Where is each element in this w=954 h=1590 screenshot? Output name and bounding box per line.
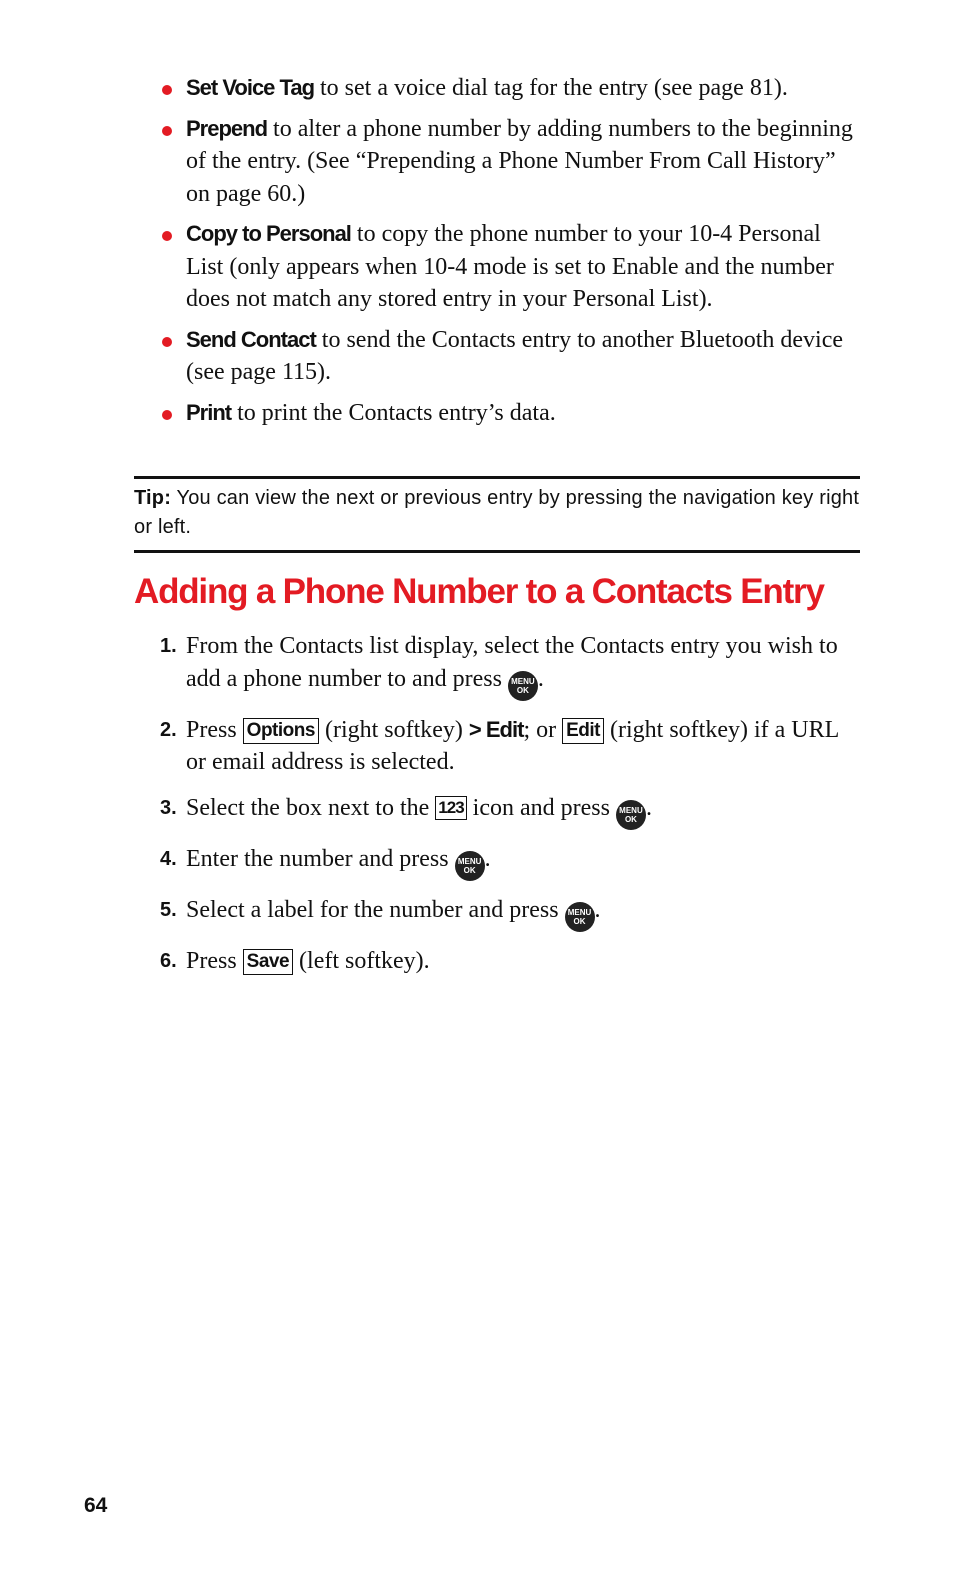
- step-item: [160, 714, 860, 779]
- tip-box: [134, 476, 860, 553]
- bullet-dot-icon: [162, 85, 172, 95]
- step-text: Select a label for the number and press: [186, 896, 565, 923]
- step-number: 6.: [160, 949, 177, 972]
- option-term: Send Contact: [186, 326, 316, 352]
- option-term: Print: [186, 399, 232, 425]
- step-item: [160, 792, 860, 830]
- section-heading: Adding a Phone Number to a Contacts Entry: [134, 572, 824, 611]
- bullet-dot-icon: [162, 337, 172, 347]
- list-item: [160, 397, 860, 430]
- step-number: 4.: [160, 847, 177, 870]
- save-softkey-label: Save: [243, 949, 293, 975]
- step-text: Press: [186, 716, 243, 743]
- option-description: to print the Contacts entry’s data.: [231, 399, 556, 426]
- list-item: [160, 113, 860, 211]
- option-term: Copy to Personal: [186, 221, 351, 246]
- step-text: .: [484, 845, 491, 872]
- option-term: Set Voice Tag: [186, 75, 315, 100]
- menu-ok-key-icon: MENU OK: [455, 851, 485, 881]
- step-item: [160, 945, 860, 978]
- bullet-dot-icon: [162, 410, 172, 420]
- bullet-dot-icon: [162, 231, 172, 241]
- menu-ok-key-icon: MENU OK: [616, 800, 646, 830]
- options-bullet-list: [160, 72, 860, 437]
- menu-ok-key-icon: MENU OK: [508, 671, 538, 701]
- menu-path: > Edit: [468, 716, 524, 742]
- steps-list: [160, 630, 860, 990]
- step-text: .: [537, 665, 544, 692]
- option-term: Prepend: [186, 115, 268, 141]
- step-item: [160, 894, 860, 932]
- step-text: Enter the number and press: [186, 845, 455, 872]
- step-text: (right softkey) if a URL or email address is selected.: [186, 716, 839, 775]
- step-text: icon and press: [466, 794, 616, 821]
- step-text: ; or: [523, 716, 563, 743]
- list-item: [160, 324, 860, 389]
- step-number: 5.: [160, 898, 177, 921]
- option-description: to copy the phone number to your 10-4 Personal List (only appears when 10-4 mode is set to Enable and the number does not match any stored entry in your Personal List).: [186, 221, 834, 312]
- step-text: .: [645, 794, 652, 821]
- list-item: [160, 72, 860, 105]
- step-text: (right softkey): [318, 716, 469, 743]
- tip-label: Tip:: [134, 487, 172, 509]
- step-item: [160, 843, 860, 881]
- menu-ok-key-icon: MENU OK: [565, 902, 595, 932]
- list-item: [160, 218, 860, 316]
- number-entry-icon: 123: [435, 796, 466, 820]
- tip-text: You can view the next or previous entry by pressing the navigation key right or left.: [134, 487, 860, 538]
- option-description: to alter a phone number by adding numbers to the beginning of the entry. (See “Prepending a Phone Number From Call History” on page 60.): [186, 115, 853, 207]
- step-text: .: [594, 896, 601, 923]
- edit-softkey-label: Edit: [562, 718, 604, 744]
- step-text: (left softkey).: [293, 947, 430, 974]
- step-number: 3.: [160, 796, 177, 819]
- bullet-dot-icon: [162, 126, 172, 136]
- step-text: Select the box next to the: [186, 794, 436, 821]
- step-text: Press: [186, 947, 243, 974]
- step-item: [160, 630, 860, 701]
- options-softkey-label: Options: [243, 718, 319, 744]
- step-text: From the Contacts list display, select the Contacts entry you wish to add a phone number to and press: [186, 633, 838, 692]
- option-description: to set a voice dial tag for the entry (see page 81).: [314, 75, 788, 101]
- page-number: 64: [84, 1494, 108, 1517]
- step-number: 2.: [160, 718, 177, 741]
- option-description: to send the Contacts entry to another Bluetooth device (see page 115).: [186, 326, 843, 385]
- step-number: 1.: [160, 635, 177, 657]
